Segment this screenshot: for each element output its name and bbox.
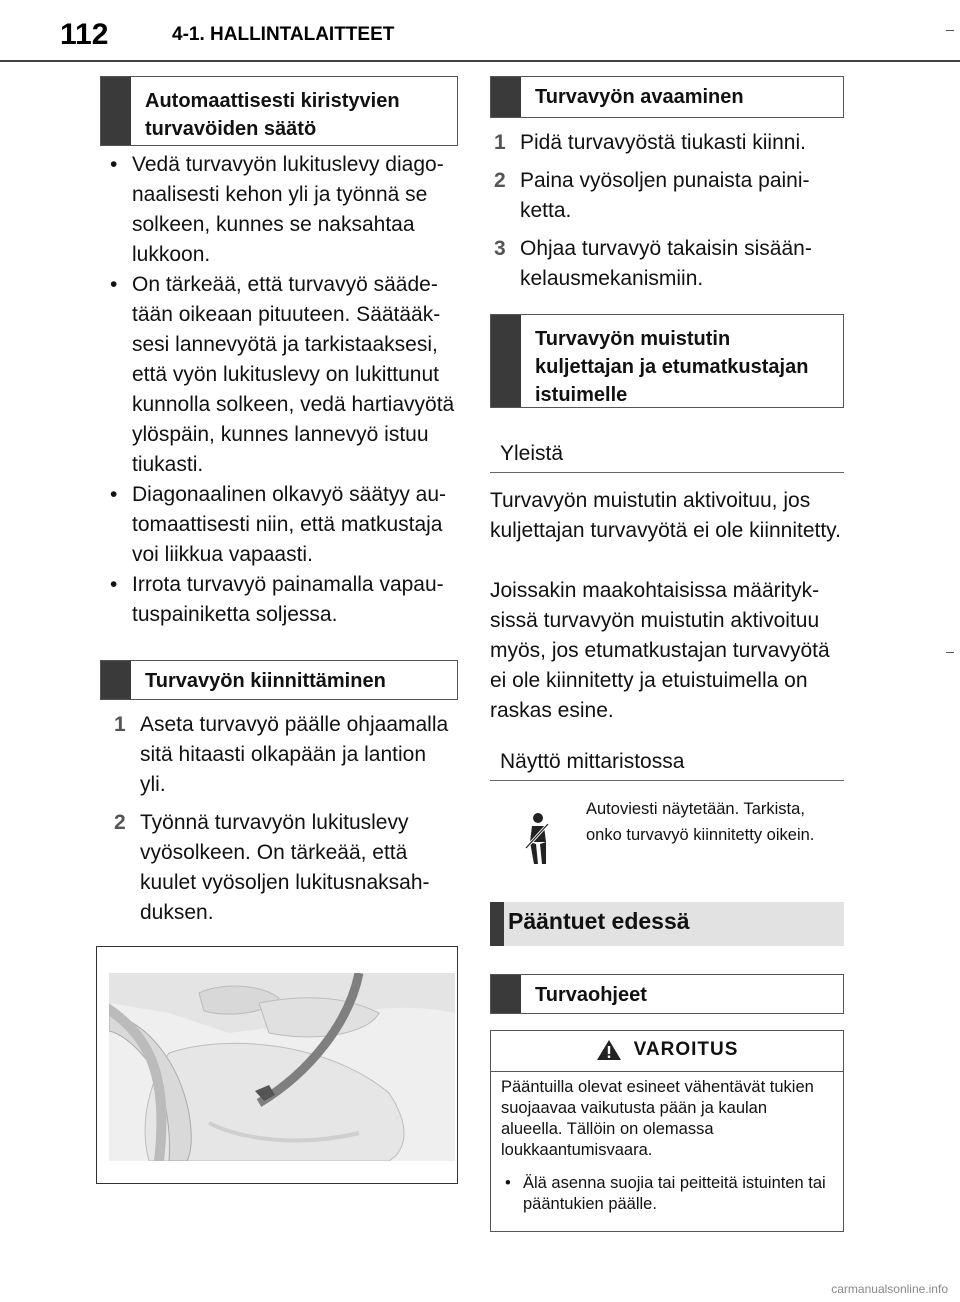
list-item: • On tärkeää, että turvavyö säädetään oikeaan pituuteen. Säätääksesi lannevyötä ja tarkistaaksesi, että vyön lukituslevy on lukittunut kunnolla solkeen, vedä hartiavyötä ylöspäin, kunnes lannevyö istuu tiukasti. [104, 270, 458, 480]
warning-list [501, 1173, 829, 1215]
section-box-fastening [100, 660, 458, 700]
list-item: • Diagonaalinen olkavyö säätyy automaattisesti niin, että matkustaja voi liikkua vapaasti. [104, 480, 458, 570]
fastening-steps [114, 710, 454, 928]
warning-label: VAROITUS [633, 1039, 739, 1060]
subheading-rule [490, 472, 844, 473]
seatbelt-illustration [96, 946, 458, 1184]
section-title: Automaattisesti kiristyvien turvavöiden säätö [145, 90, 400, 140]
section-box-auto-tensioning [100, 76, 458, 146]
section-bar [101, 77, 131, 145]
adjustment-bullets [104, 150, 458, 630]
seatbelt-drawing [109, 973, 455, 1161]
step-text: Aseta turvavyö päälle ohjaamalla sitä hitaasti olkapään ja lantion yli. [140, 713, 449, 796]
warning-box [490, 1030, 844, 1232]
section-title: Turvavyön muistutin kuljettajan ja etumatkustajan istuimelle [535, 328, 809, 406]
step-text: Paina vyösoljen punaista painiketta. [520, 169, 810, 222]
section-bar [101, 661, 131, 699]
reminder-paragraph: Turvavyön muistutin aktivoituu, jos kuljettajan turvavyötä ei ole kiinnitetty. [490, 489, 841, 542]
list-item: • Älä asenna suojia tai peitteitä istuinten tai pääntukien päälle. [501, 1173, 829, 1215]
page-number: 112 [60, 18, 109, 51]
step-number: 1 [494, 131, 506, 154]
section-box-safety [490, 974, 844, 1014]
step-text: Ohjaa turvavyö takaisin sisäänkelausmekanismiin. [520, 237, 812, 290]
margin-tick [946, 652, 954, 653]
icon-description: Autoviesti näytetään. Tarkista, onko turvavyö kiinnitetty oikein. [586, 800, 815, 844]
section-box-unfastening [490, 76, 844, 118]
footer-watermark: carmanualsonline.info [831, 1282, 948, 1296]
chapter-title: 4-1. HALLINTALAITTEET [172, 24, 395, 45]
section-bar [491, 975, 521, 1013]
step-text: Työnnä turvavyön lukituslevy vyösolkeen. On tärkeää, että kuulet vyösoljen lukitusnaksahduksen. [140, 811, 430, 924]
step-item [494, 234, 838, 294]
step-number: 2 [494, 169, 506, 192]
section-bar [491, 77, 521, 117]
subheading-general: Yleistä [500, 442, 564, 465]
step-number: 1 [114, 713, 126, 736]
main-section-title: Pääntuet edessä [508, 908, 690, 934]
warning-divider [491, 1071, 843, 1072]
step-item [114, 710, 454, 800]
section-title: Turvavyön kiinnittäminen [145, 670, 386, 692]
warning-header [491, 1031, 843, 1069]
section-bar [491, 315, 521, 407]
main-section-heading [490, 902, 844, 946]
section-title: Turvavyön avaaminen [535, 86, 744, 108]
step-item [494, 128, 838, 158]
warning-body [501, 1077, 829, 1215]
seatbelt-warning-icon [522, 812, 552, 871]
section-bar [490, 902, 504, 946]
header-rule [0, 60, 960, 62]
list-item: • Vedä turvavyön lukituslevy diagonaalisesti kehon yli ja työnnä se solkeen, kunnes se naksahtaa lukkoon. [104, 150, 458, 270]
subheading-display: Näyttö mittaristossa [500, 750, 685, 773]
step-item [494, 166, 838, 226]
subheading-rule [490, 780, 844, 781]
section-title: Turvaohjeet [535, 984, 647, 1006]
step-text: Pidä turvavyöstä tiukasti kiinni. [520, 131, 806, 154]
warning-triangle-icon [596, 1039, 622, 1061]
warning-text: Pääntuilla olevat esineet vähentävät tukien suojaavaa vaikutusta pään ja kaulan alueella. Tällöin on olemassa loukkaantumisvaara. [501, 1078, 814, 1159]
unfastening-steps [494, 128, 838, 294]
list-item: • Irrota turvavyö painamalla vapautuspainiketta soljessa. [104, 570, 458, 630]
step-number: 3 [494, 237, 506, 260]
step-item [114, 808, 454, 928]
step-number: 2 [114, 811, 126, 834]
margin-tick [946, 30, 954, 31]
section-box-reminder [490, 314, 844, 408]
reminder-paragraph: Joissakin maakohtaisissa määrityksissä turvavyön muistutin aktivoituu myös, jos etumatkustajan turvavyötä ei ole kiinnitetty ja etuistuimella on raskas esine. [490, 579, 830, 722]
